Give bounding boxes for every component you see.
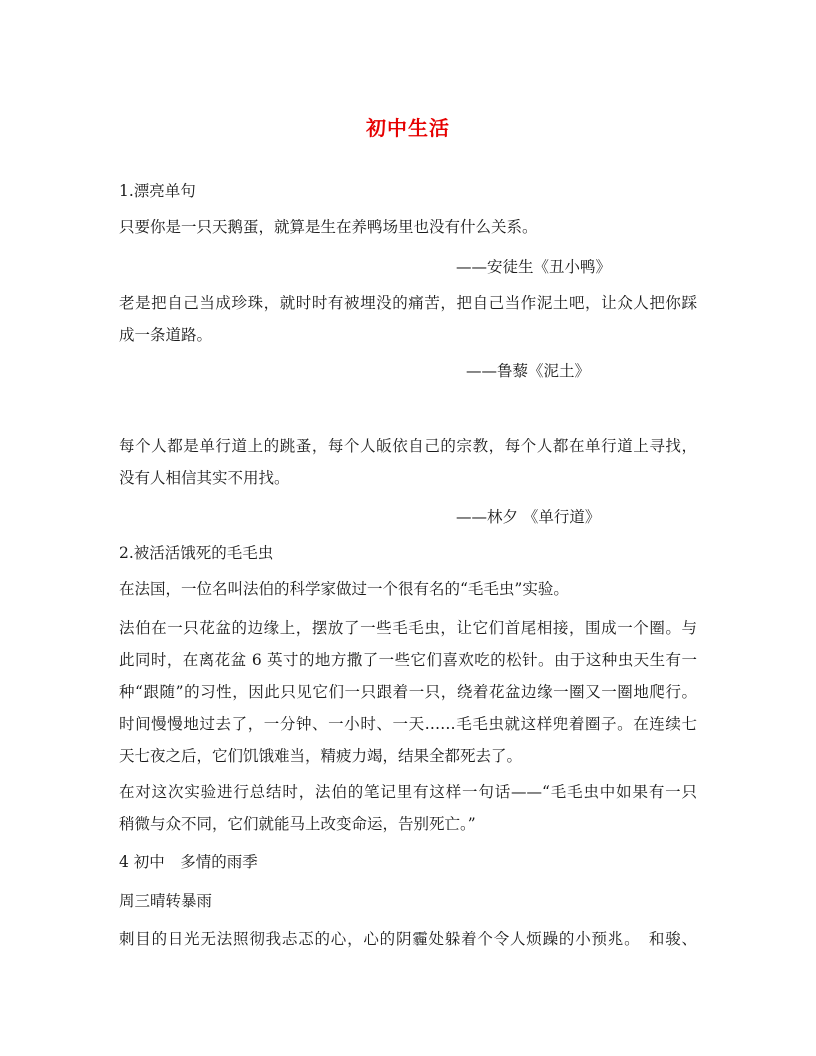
section-heading: 4 初中 多情的雨季 xyxy=(119,853,258,871)
quote-text: 没有人相信其实不用找。 xyxy=(119,469,290,487)
quote-attribution: ——安徒生《丑小鸭》 xyxy=(456,258,612,276)
quote-attribution: ——林夕 《单行道》 xyxy=(456,508,601,526)
paragraph-line: 种“跟随”的习性，因此只见它们一只跟着一只，绕着花盆边缘一圈又一圈地爬行。 xyxy=(119,683,697,701)
paragraph-line: 在法国，一位名叫法伯的科学家做过一个很有名的“毛毛虫”实验。 xyxy=(119,580,569,598)
subheading: 周三晴转暴雨 xyxy=(119,892,213,910)
quote-attribution: ——鲁藜《泥土》 xyxy=(466,362,591,380)
paragraph-line: 天七夜之后，它们饥饿难当，精疲力竭，结果全都死去了。 xyxy=(119,747,523,765)
section-heading: 2.被活活饿死的毛毛虫 xyxy=(119,544,274,562)
quote-text: 老是把自己当成珍珠，就时时有被埋没的痛苦，把自己当作泥土吧，让众人把你踩 xyxy=(119,294,697,312)
paragraph-line: 稍微与众不同，它们就能马上改变命运，告别死亡。” xyxy=(119,815,476,833)
paragraph-line: 此同时，在离花盆 6 英寸的地方撒了一些它们喜欢吃的松针。由于这种虫天生有一 xyxy=(119,651,697,669)
paragraph-line: 法伯在一只花盆的边缘上，摆放了一些毛毛虫，让它们首尾相接，围成一个圈。与 xyxy=(119,619,697,637)
paragraph-line: 在对这次实验进行总结时，法伯的笔记里有这样一句话——“毛毛虫中如果有一只 xyxy=(119,783,697,801)
quote-text: 成一条道路。 xyxy=(119,326,213,344)
section-heading: 1.漂亮单句 xyxy=(119,182,196,200)
document-title: 初中生活 xyxy=(366,116,450,140)
quote-text: 每个人都是单行道上的跳蚤，每个人皈依自己的宗教，每个人都在单行道上寻找， xyxy=(119,437,697,455)
paragraph-line: 刺目的日光无法照彻我忐忑的心，心的阴霾处躲着个令人烦躁的小预兆。 和骏、 xyxy=(119,930,697,948)
paragraph-line: 时间慢慢地过去了，一分钟、一小时、一天……毛毛虫就这样兜着圈子。在连续七 xyxy=(119,715,697,733)
quote-text: 只要你是一只天鹅蛋，就算是生在养鸭场里也没有什么关系。 xyxy=(119,218,538,236)
